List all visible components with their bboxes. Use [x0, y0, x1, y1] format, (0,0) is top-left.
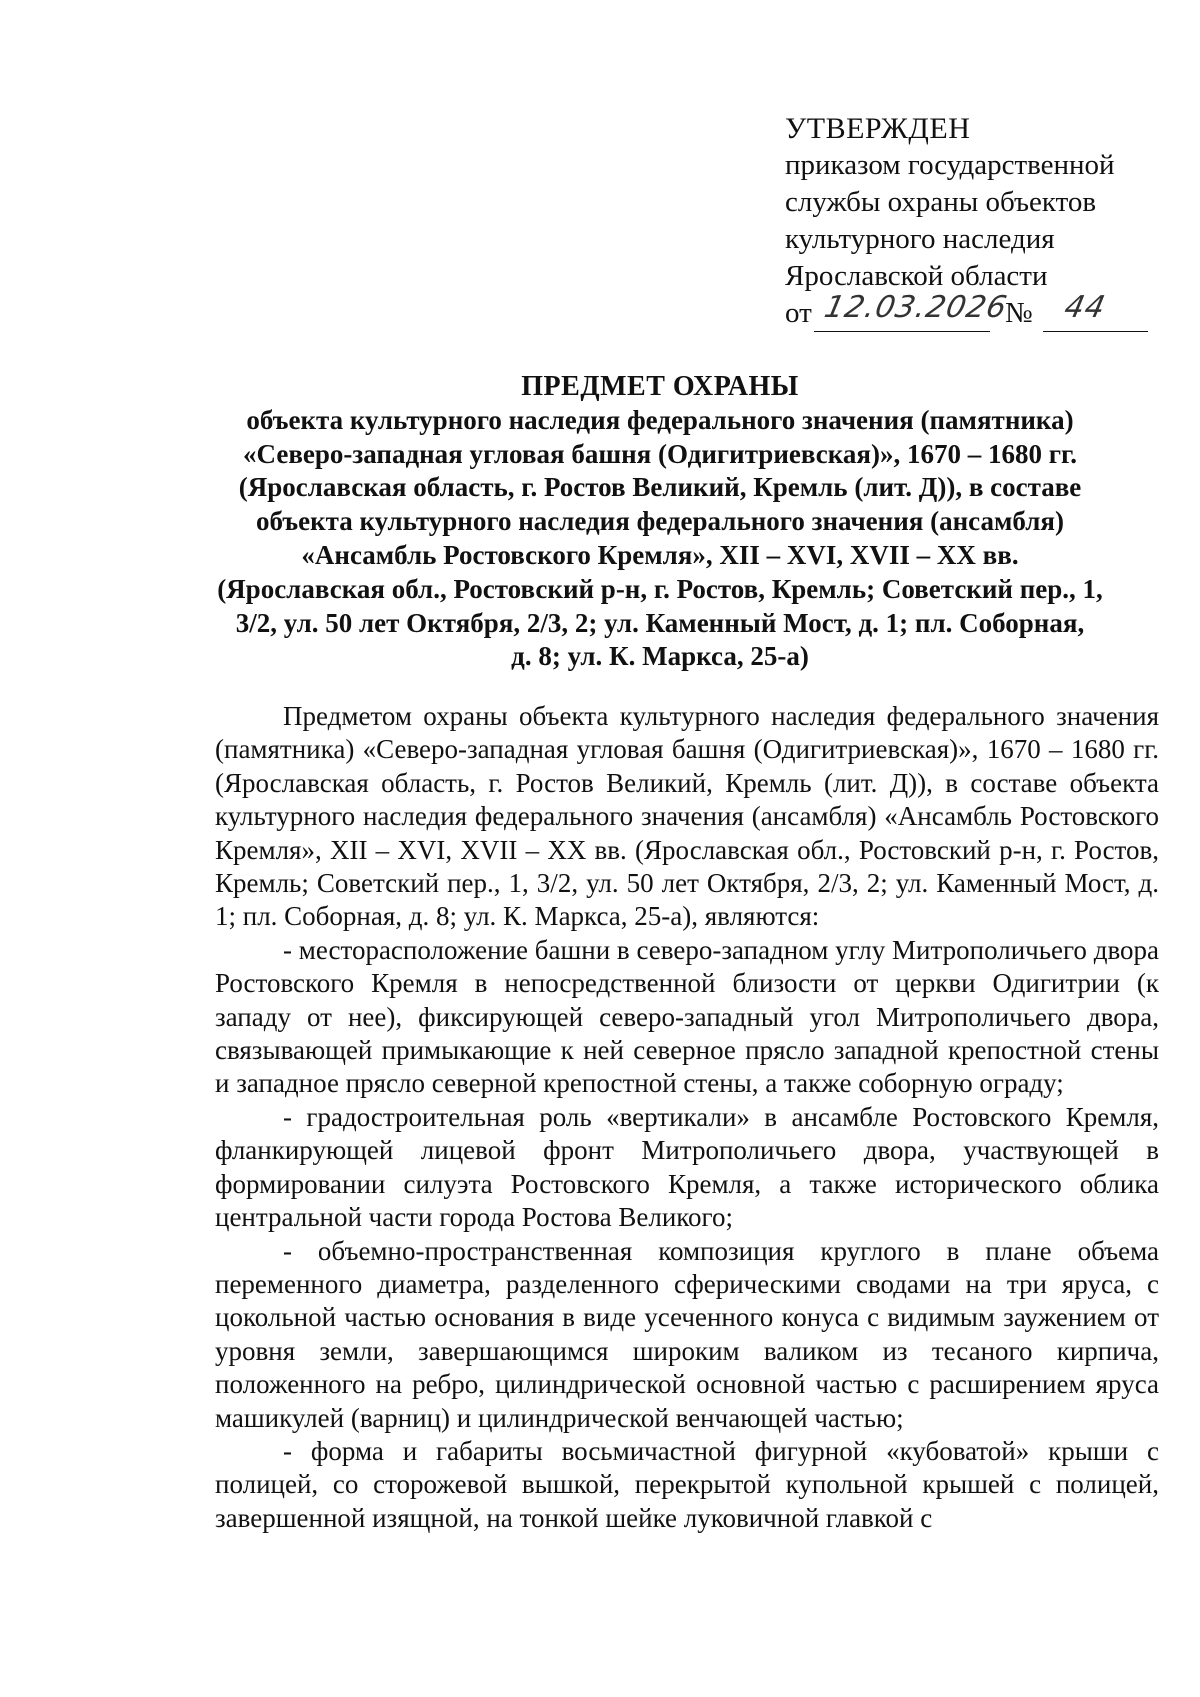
title-line: объекта культурного наследия федерального значения (памятника): [246, 404, 1074, 435]
title-line: д. 8; ул. К. Маркса, 25-а): [511, 641, 809, 672]
number-prefix: №: [1005, 297, 1033, 329]
document-title: ПРЕДМЕТ ОХРАНЫ: [521, 371, 799, 402]
document-body: [215, 700, 1159, 1535]
title-line: 3/2, ул. 50 лет Октября, 2/3, 2; ул. Каменный Мост, д. 1; пл. Соборная,: [235, 607, 1085, 638]
handwritten-number: 44: [1061, 290, 1109, 325]
list-item: - форма и габариты восьмичастной фигурной «кубоватой» крыши с полицей, со сторожевой вышкой, перекрытой купольной крышей с полицей, завершенной изящной, на тонкой шейке луковичной главкой с: [215, 1435, 1159, 1533]
handwritten-date: 12.03.2026: [821, 290, 1011, 325]
approval-heading: УТВЕРЖДЕН: [785, 112, 971, 145]
approval-block: [785, 110, 1145, 335]
title-line: (Ярославская область, г. Ростов Великий, Кремль (лит. Д)), в составе: [238, 472, 1082, 503]
number-underline: [1043, 331, 1148, 332]
title-line: «Северо-западная угловая башня (Одигитриевская)», 1670 – 1680 гг.: [243, 438, 1077, 469]
date-prefix: от: [785, 297, 812, 329]
intro-paragraph: Предметом охраны объекта культурного наследия федерального значения (памятника) «Северо-западная угловая башня (Одигитриевская)», 1670 – 1680 гг. (Ярославская область, г. Ростов Великий, Кремль (лит. Д)), в составе объекта культурного наследия федерального значения (ансамбля) «Ансамбль Ростовского Кремля», XII – XVI, XVII – XX вв. (Ярославская обл., Ростовский р-н, г. Ростов, Кремль; Советский пер., 1, 3/2, ул. 50 лет Октября, 2/3, 2; ул. Каменный Мост, д. 1; пл. Соборная, д. 8; ул. К. Маркса, 25-а), являются:: [215, 701, 1159, 932]
list-item: - месторасположение башни в северо-западном углу Митрополичьего двора Ростовского Кремля в непосредственной близости от церкви Одигитрии (к западу от нее), фиксирующей северо-западный угол Митрополичьего двора, связывающей примыкающие к ней северное прясло западной крепостной стены и западное прясло северной крепостной стены, а также соборную ограду;: [215, 934, 1159, 1099]
approval-line: службы охраны объектов: [785, 186, 1097, 218]
approval-line: культурного наследия: [785, 223, 1055, 255]
list-item: - объемно-пространственная композиция круглого в плане объема переменного диаметра, разделенного сферическими сводами на три яруса, с цокольной частью основания в виде усеченного конуса с видимым заужением от уровня земли, завершающимся широким валиком из тесаного кирпича, положенного на ребро, цилиндрической основной частью с расширением яруса машикулей (варниц) и цилиндрической венчающей частью;: [215, 1235, 1159, 1433]
date-underline: [814, 331, 990, 332]
document-title-block: [140, 370, 1180, 674]
title-line: «Ансамбль Ростовского Кремля», XII – XVI, XVII – XX вв.: [301, 539, 1019, 570]
approval-line: приказом государственной: [785, 149, 1115, 181]
approval-line: Ярославской области: [785, 260, 1048, 292]
list-item: - градостроительная роль «вертикали» в ансамбле Ростовского Кремля, фланкирующей лицевой фронт Митрополичьего двора, участвующей в формировании силуэта Ростовского Кремля, а также исторического облика центральной части города Ростова Великого;: [215, 1101, 1159, 1233]
title-line: (Ярославская обл., Ростовский р-н, г. Ростов, Кремль; Советский пер., 1,: [217, 573, 1103, 604]
title-line: объекта культурного наследия федерального значения (ансамбля): [256, 506, 1064, 537]
approval-date-line: [785, 290, 1145, 335]
